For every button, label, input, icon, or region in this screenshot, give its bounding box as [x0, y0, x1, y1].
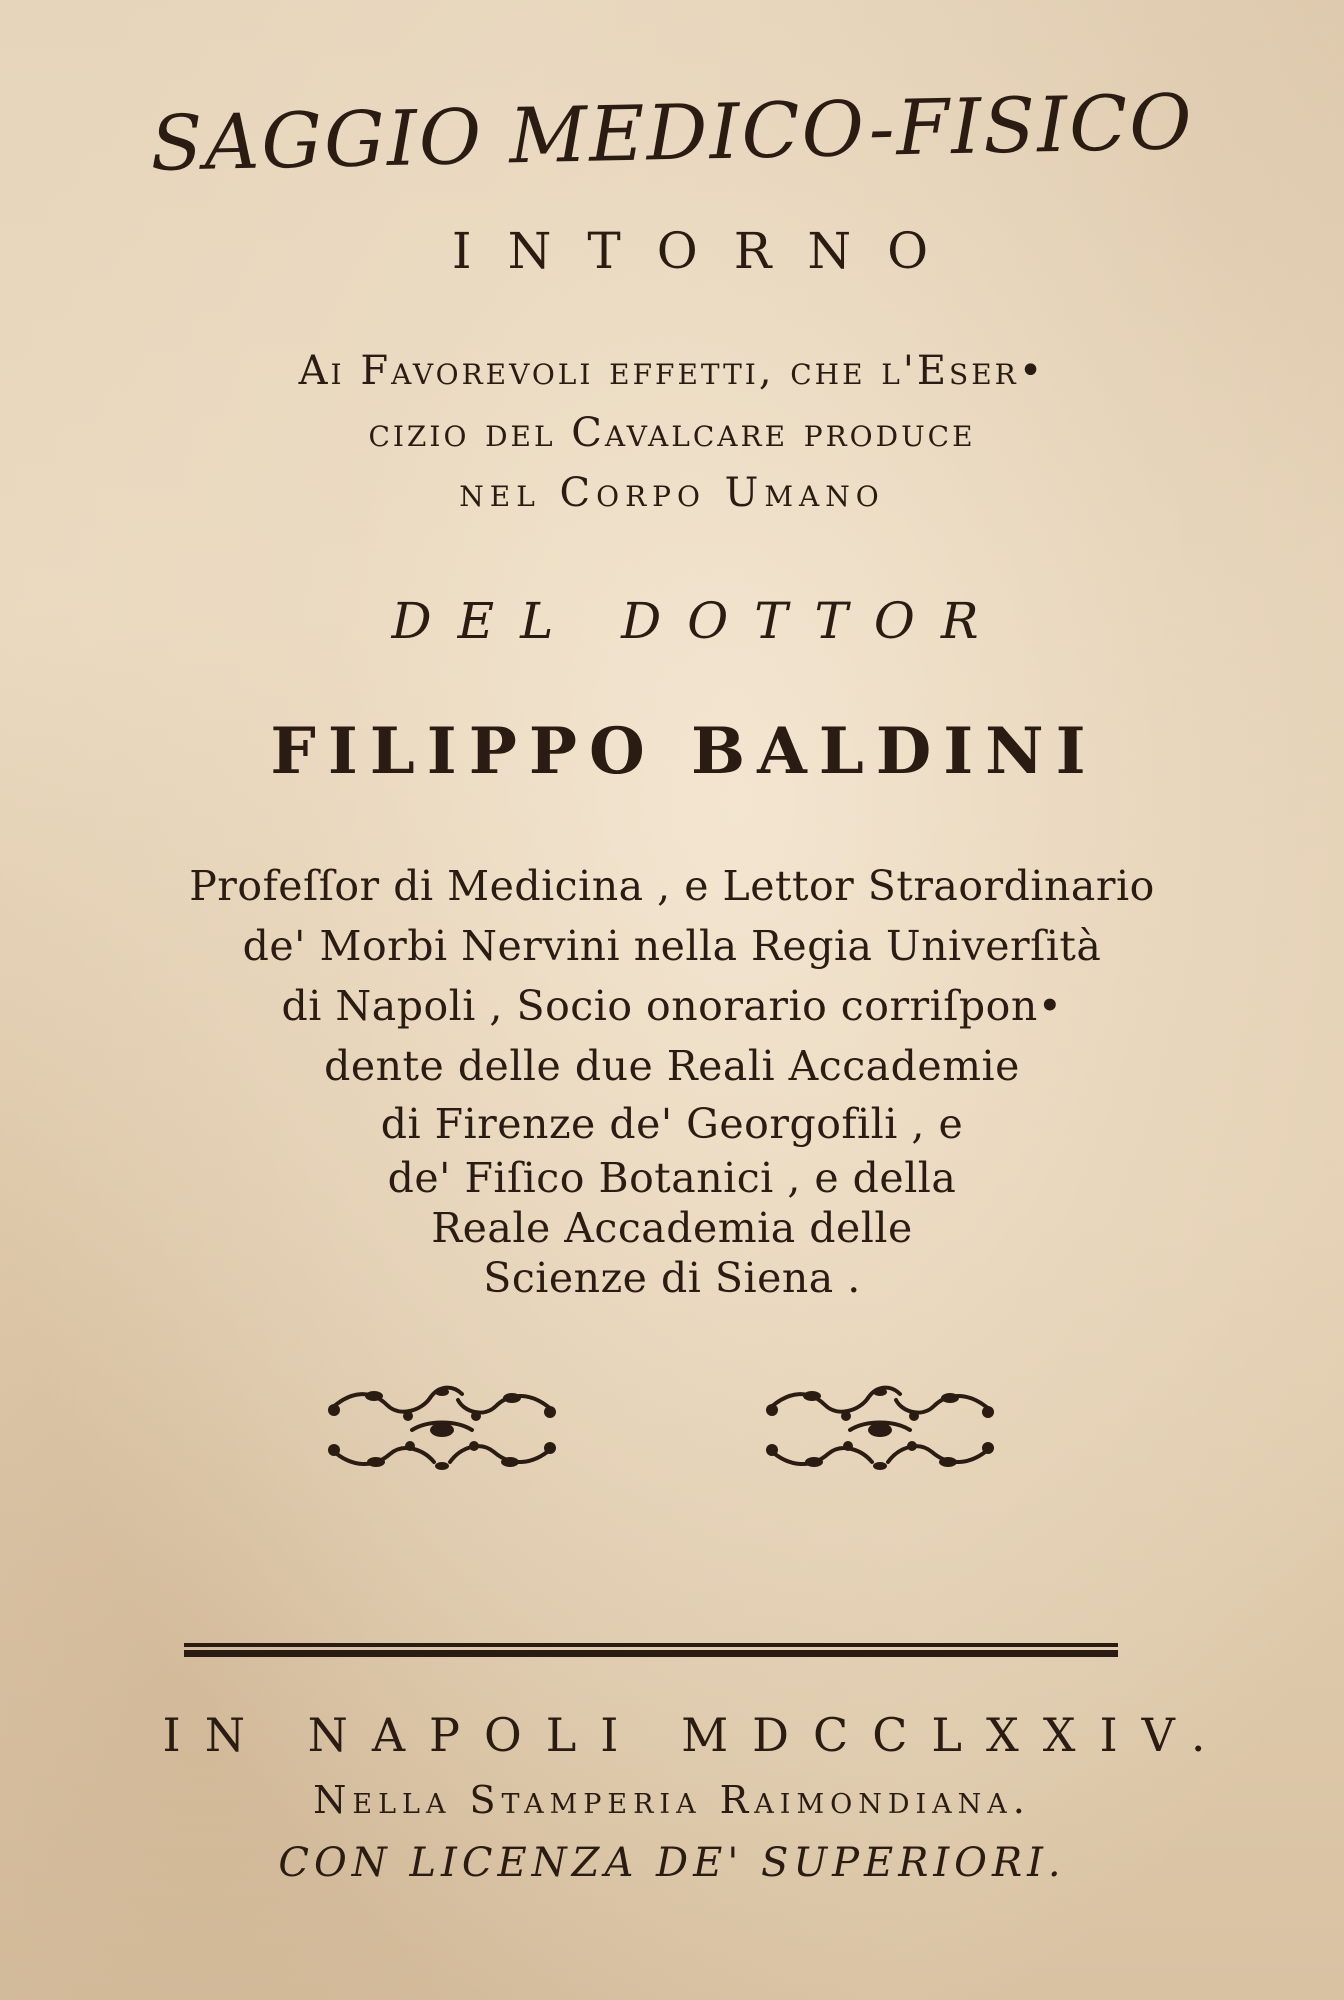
author-description-line: de' Morbi Nervini nella Regia Univerſità	[242, 922, 1102, 970]
book-title: SAGGIO MEDICO-FISICO	[149, 77, 1195, 188]
author-description-line: di Firenze de' Georgofili , e	[380, 1100, 964, 1148]
floral-ornament-icon	[750, 1370, 1010, 1480]
subtitle-line-1: Ai Favorevoli effetti, che l'Eser•	[298, 348, 1046, 394]
subtitle-line-3: nel Corpo Umano	[459, 470, 885, 516]
author-description-line: dente delle due Reali Accademie	[324, 1042, 1020, 1090]
author-description-line: Reale Accademia delle	[431, 1204, 913, 1252]
horizontal-rule	[184, 1642, 1118, 1658]
author-description-line: Scienze di Siena .	[483, 1254, 861, 1302]
del-dottor-label: DEL DOTTOR	[391, 592, 1005, 650]
author-name: FILIPPO BALDINI	[270, 714, 1098, 789]
subtitle-line-2: cizio del Cavalcare produce	[368, 410, 976, 456]
imprint-place-year: IN NAPOLI MDCCLXXIV.	[162, 1708, 1230, 1762]
author-description-line: de' Fiſico Botanici , e della	[387, 1154, 957, 1202]
imprint-printer: Nella Stamperia Raimondiana.	[313, 1778, 1031, 1822]
title-intorno: INTORNO	[451, 222, 965, 280]
author-description-line: di Napoli , Socio onorario corriſpon•	[281, 982, 1063, 1030]
author-description-line: Profeſſor di Medicina , e Lettor Straordinario	[189, 862, 1155, 910]
imprint-license: CON LICENZA DE' SUPERIORI.	[278, 1840, 1066, 1886]
floral-ornament-icon	[312, 1370, 572, 1480]
